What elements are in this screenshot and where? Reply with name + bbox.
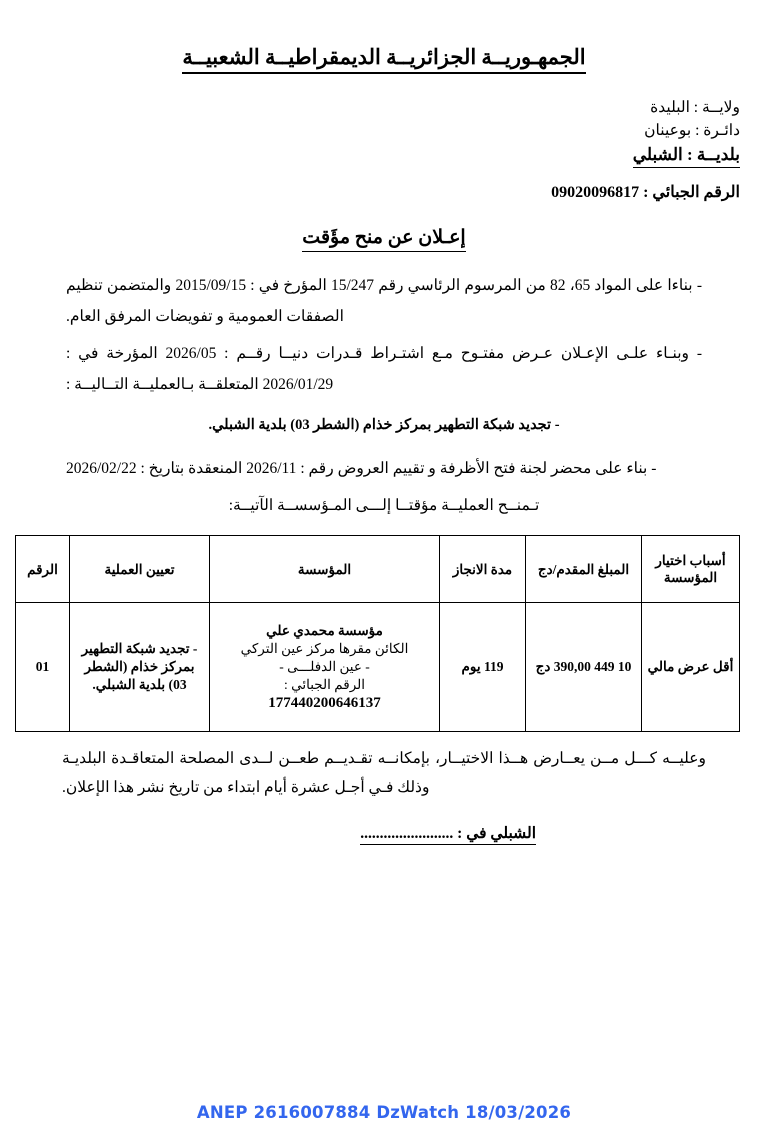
- administrative-address-block: [28, 96, 740, 168]
- column-header-amount: المبلغ المقدم/دج: [526, 536, 642, 603]
- column-header-number: الرقم: [16, 536, 70, 603]
- firm-city: - عين الدفلـــى -: [279, 659, 370, 674]
- document-body: [28, 270, 740, 521]
- paragraph-commission-report: - بناء على محضر لجنة فتح الأظرفة و تقييم العروض رقم : 2026/11 المنعقدة بتاريخ : 2026/02/22: [66, 460, 657, 477]
- firm-nif-label: الرقم الجبائي :: [283, 677, 366, 692]
- page-title: [28, 226, 740, 252]
- republic-title-text: الجمهـوريــة الجزائريــة الديمقراطيــة الشعبيــة: [182, 45, 585, 74]
- daira-line: دائـرة : بوعينان: [644, 122, 740, 139]
- award-table: [15, 535, 740, 732]
- baladiya-text: بلديــة : الشبلي: [633, 143, 740, 168]
- signature-line: [62, 824, 706, 845]
- cell-firm: [210, 603, 440, 732]
- page-title-text: إعـلان عن منح مؤَقت: [302, 226, 465, 252]
- paragraph-award-statement: تـمنــح العمليــة مؤقتــا إلـــى المـؤسســة الآتيــة:: [228, 497, 540, 514]
- baladiya-line: [70, 143, 740, 168]
- paragraph-project-title: - تجديد شبكة التطهير بمركز خذام (الشطر 03) بلدية الشبلي.: [208, 417, 560, 433]
- cell-duration: 119 يوم: [440, 603, 526, 732]
- republic-title: [28, 0, 740, 74]
- paragraph-appeal-notice: وعليــه كـــل مــن يعــارض هــذا الاختيــار، بإمكانــه تقـديــم طعــن لــدى المصلحة المتعاقـدة البلديـة وذلك فـي أجـل عشرة أيام ابتداء من تاريخ نشر هذا الإعلان.: [62, 750, 706, 796]
- cell-amount: 10 449 390,00 دج: [526, 603, 642, 732]
- table-header-row: [16, 536, 740, 603]
- column-header-firm: المؤسسة: [210, 536, 440, 603]
- cell-reason: أقل عرض مالي: [642, 603, 740, 732]
- table-row: [16, 603, 740, 732]
- anep-footer: ANEP 2616007884 DzWatch 18/03/2026: [196, 1103, 572, 1122]
- column-header-reason: أسباب اختيار المؤسسة: [642, 536, 740, 603]
- cell-number: 01: [16, 603, 70, 732]
- firm-name: مؤسسة محمدي علي: [266, 623, 383, 638]
- column-header-duration: مدة الانجاز: [440, 536, 526, 603]
- cell-operation: - تجديد شبكة التطهير بمركز خذام (الشطر 03) بلدية الشبلي.: [70, 603, 210, 732]
- firm-nif-value: 177440200646137: [268, 695, 381, 711]
- fiscal-number-line: الرقم الجبائي : 09020096817: [551, 184, 740, 201]
- paragraph-tender-notice: - وبنـاء علـى الإعـلان عـرض مفتـوح مـع اشتـراط قـدرات دنيــا رقــم : 2026/05 المؤرخة في : 2026/01/29 المتعلقــة بـالعمليــة التــاليــة :: [66, 345, 702, 393]
- closing-section: [28, 744, 740, 845]
- wilaya-line: ولايــة : البليدة: [650, 99, 740, 116]
- firm-address: الكائن مقرها مركز عين التركي: [240, 641, 409, 656]
- column-header-operation: تعيين العملية: [70, 536, 210, 603]
- paragraph-legal-basis: - بناءا على المواد 65، 82 من المرسوم الرئاسي رقم 15/247 المؤرخ في : 2015/09/15 والمتضمن تنظيم الصفقات العمومية و تفويضات المرفق العام.: [66, 277, 702, 325]
- signature-text: الشبلي في : ........................: [360, 824, 536, 845]
